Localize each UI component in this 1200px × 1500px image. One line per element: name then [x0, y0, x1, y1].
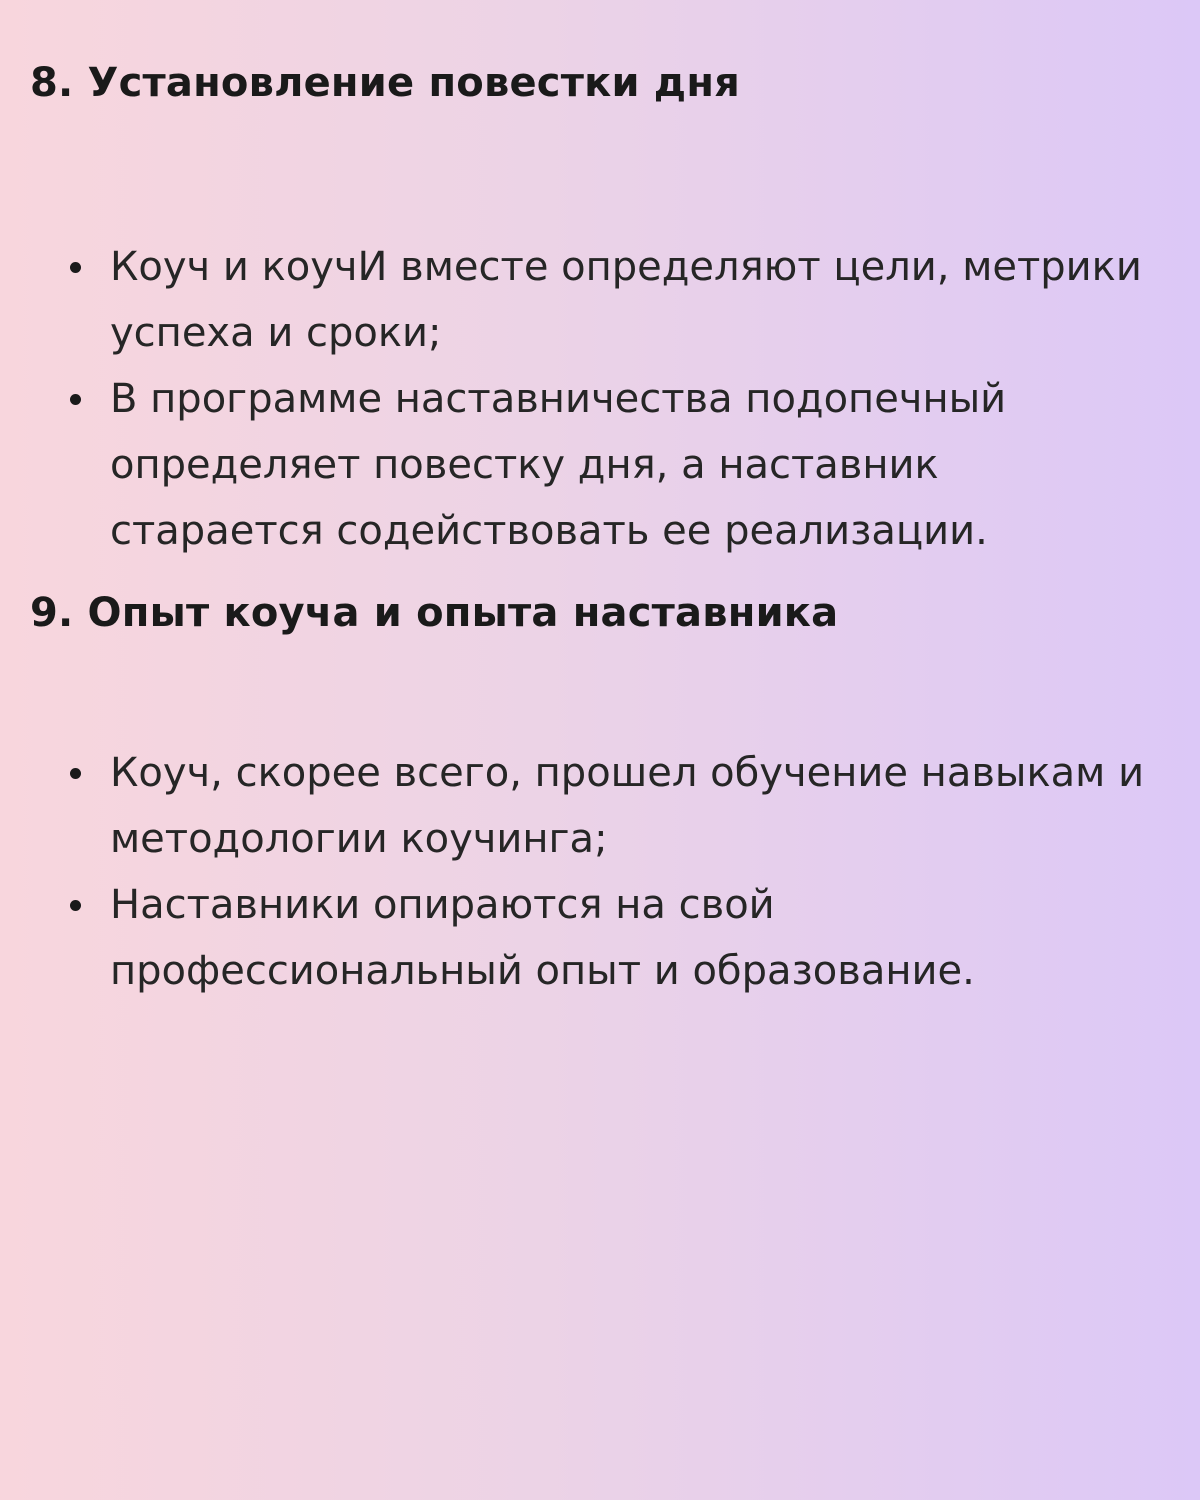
- list-item-text: Коуч и коучИ вместе определяют цели, метрики успеха и сроки;: [110, 244, 1142, 356]
- list-item-text: Коуч, скорее всего, прошел обучение навыкам и методологии коучинга;: [110, 750, 1145, 862]
- bullet-dot-icon: [70, 900, 81, 911]
- bullet-dot-icon: [70, 768, 81, 779]
- section-heading: 9. Опыт коуча и опыта наставника: [30, 590, 839, 636]
- bullet-list: [30, 740, 1160, 1004]
- list-item: [30, 740, 1160, 872]
- section-agenda-setting: [30, 52, 1160, 564]
- list-item: [30, 366, 1160, 564]
- list-item-text: В программе наставничества подопечный определяет повестку дня, а наставник старается содействовать ее реализации.: [110, 376, 1007, 554]
- section-coach-mentor-experience: [30, 582, 1160, 1004]
- list-item: [30, 234, 1160, 366]
- bullet-list: [30, 234, 1160, 564]
- bullet-dot-icon: [70, 394, 81, 405]
- section-heading: 8. Установление повестки дня: [30, 60, 741, 106]
- list-item-text: Наставники опираются на свой профессиональный опыт и образование.: [110, 882, 975, 994]
- list-item: [30, 872, 1160, 1004]
- bullet-dot-icon: [70, 262, 81, 273]
